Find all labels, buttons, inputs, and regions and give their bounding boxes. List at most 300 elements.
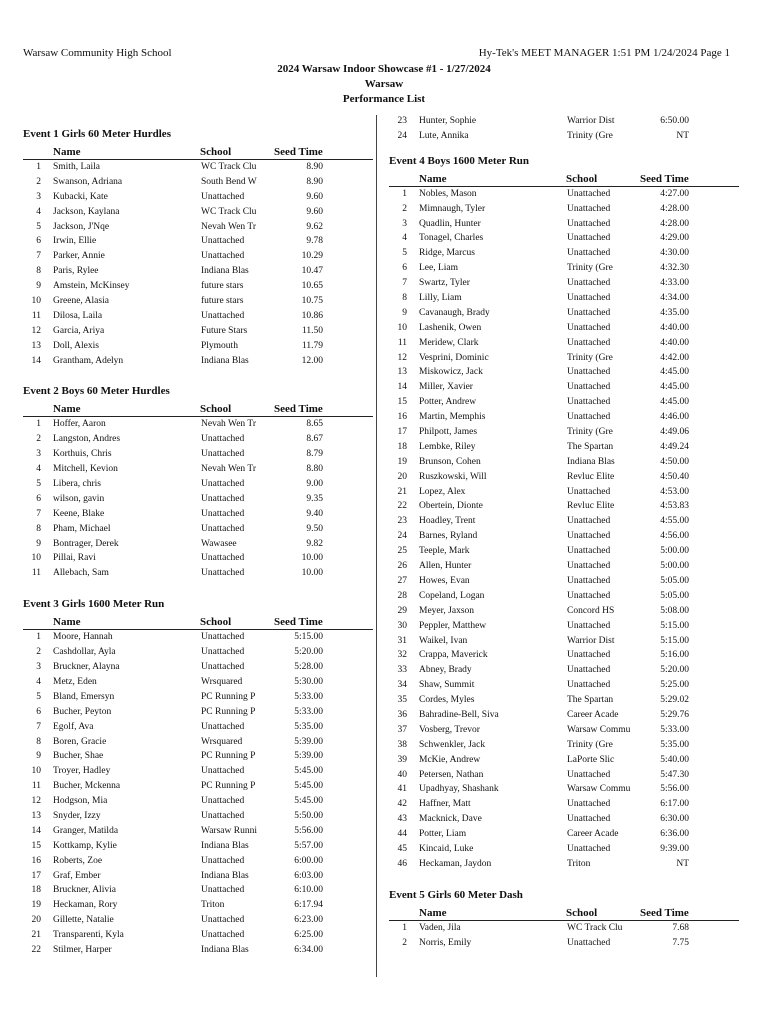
place-cell: 1 bbox=[36, 162, 41, 172]
school-name: Unattached bbox=[201, 810, 245, 821]
athlete-name: Bucher, Mckenna bbox=[53, 781, 121, 792]
seed-time: 4:28.00 bbox=[660, 203, 689, 214]
result-row bbox=[23, 294, 373, 309]
place-cell: 4 bbox=[36, 206, 41, 217]
athlete-name: Lilly, Liam bbox=[419, 293, 462, 304]
athlete-name: Bruckner, Alivia bbox=[53, 885, 116, 896]
result-row bbox=[23, 477, 373, 492]
school-name: Unattached bbox=[567, 322, 611, 333]
seed-time: 4:45.00 bbox=[660, 367, 689, 378]
school-name: Revluc Elite bbox=[567, 471, 615, 482]
place-cell: 6 bbox=[36, 236, 41, 247]
place-cell: 5 bbox=[36, 221, 41, 232]
place-cell: 21 bbox=[397, 486, 407, 497]
seed-time-column-header: Seed Time bbox=[274, 403, 323, 416]
school-name: Indiana Blas bbox=[567, 456, 615, 467]
school-name: Wawasee bbox=[201, 538, 237, 549]
athlete-name: Copeland, Logan bbox=[419, 590, 485, 601]
athlete-name: Norris, Emily bbox=[419, 937, 472, 948]
result-row bbox=[389, 499, 739, 514]
result-row bbox=[23, 324, 373, 339]
athlete-name: Philpott, James bbox=[419, 427, 478, 438]
page-subtitle: Performance List bbox=[342, 93, 426, 105]
seed-time: 6:25.00 bbox=[294, 930, 323, 941]
school-name: Unattached bbox=[201, 662, 245, 673]
seed-time: 5:20.00 bbox=[294, 647, 323, 658]
school-name: Unattached bbox=[567, 937, 611, 948]
seed-time: 8.80 bbox=[306, 464, 323, 475]
place-cell: 12 bbox=[31, 325, 41, 336]
school-name: Unattached bbox=[567, 218, 611, 229]
meet-location: Warsaw bbox=[364, 78, 404, 90]
athlete-name: Upadhyay, Shashank bbox=[419, 784, 499, 795]
athlete-name: Brunson, Cohen bbox=[419, 456, 481, 467]
place-cell: 3 bbox=[36, 662, 41, 673]
athlete-name: Langston, Andres bbox=[53, 434, 121, 445]
result-row bbox=[389, 857, 739, 872]
result-row bbox=[23, 339, 373, 354]
name-column-header: Name bbox=[53, 403, 81, 416]
place-cell: 19 bbox=[397, 456, 407, 467]
result-row bbox=[389, 812, 739, 827]
result-row bbox=[389, 619, 739, 634]
athlete-name: Troyer, Hadley bbox=[53, 766, 111, 777]
seed-time: 5:45.00 bbox=[294, 781, 323, 792]
place-cell: 19 bbox=[31, 900, 41, 911]
result-row bbox=[389, 365, 739, 380]
seed-time: 9.00 bbox=[306, 479, 323, 490]
athlete-name: Dilosa, Laila bbox=[53, 310, 103, 321]
seed-time: 5:35.00 bbox=[660, 739, 689, 750]
place-cell: 18 bbox=[397, 441, 407, 452]
athlete-name: Teeple, Mark bbox=[419, 546, 470, 557]
school-name: Unattached bbox=[201, 191, 245, 202]
school-name: Unattached bbox=[567, 650, 611, 661]
seed-time: 4:49.24 bbox=[660, 441, 689, 452]
school-name: Unattached bbox=[567, 769, 611, 780]
result-row bbox=[389, 648, 739, 663]
place-cell: 4 bbox=[402, 233, 407, 244]
seed-time: 6:30.00 bbox=[660, 814, 689, 825]
athlete-name: Obertein, Dionte bbox=[419, 501, 483, 512]
result-row bbox=[23, 869, 373, 884]
school-name: Wrsquared bbox=[201, 736, 243, 747]
athlete-name: Petersen, Nathan bbox=[419, 769, 484, 780]
seed-time: 4:27.00 bbox=[660, 188, 689, 199]
result-row bbox=[23, 735, 373, 750]
result-row bbox=[23, 690, 373, 705]
result-row bbox=[23, 764, 373, 779]
athlete-name: Meridew, Clark bbox=[419, 337, 479, 348]
seed-time: 5:33.00 bbox=[660, 724, 689, 735]
school-name: Unattached bbox=[567, 367, 611, 378]
seed-time: 4:32.30 bbox=[660, 263, 689, 274]
athlete-name: Lee, Liam bbox=[419, 263, 459, 274]
athlete-name: Bahradine-Bell, Siva bbox=[419, 709, 499, 720]
seed-time: 9.60 bbox=[306, 191, 323, 202]
school-name: Indiana Blas bbox=[201, 266, 249, 277]
place-cell: 14 bbox=[31, 825, 41, 836]
athlete-name: Vaden, Jila bbox=[419, 922, 461, 933]
place-cell: 5 bbox=[36, 691, 41, 702]
seed-time: 5:29.76 bbox=[660, 709, 689, 720]
result-row bbox=[389, 921, 739, 936]
athlete-name: Transparenti, Kyla bbox=[53, 930, 124, 941]
place-cell: 11 bbox=[31, 568, 41, 579]
column-header bbox=[23, 402, 373, 417]
athlete-name: Pillai, Ravi bbox=[53, 553, 96, 564]
seed-time: 6:50.00 bbox=[660, 116, 689, 126]
athlete-name: Meyer, Jaxson bbox=[419, 605, 475, 616]
place-cell: 18 bbox=[31, 885, 41, 896]
school-name: Career Acade bbox=[567, 709, 619, 720]
school-name: Unattached bbox=[567, 843, 611, 854]
place-cell: 1 bbox=[36, 419, 41, 430]
school-name: Unattached bbox=[201, 434, 245, 445]
athlete-name: Mimnaugh, Tyler bbox=[419, 203, 486, 214]
place-cell: 37 bbox=[397, 724, 407, 735]
result-row bbox=[389, 678, 739, 693]
school-name: Future Stars bbox=[201, 325, 248, 336]
athlete-name: Cordes, Myles bbox=[419, 695, 475, 706]
place-cell: 46 bbox=[397, 858, 407, 869]
place-cell: 23 bbox=[397, 516, 407, 527]
athlete-name: Abney, Brady bbox=[419, 665, 472, 676]
athlete-name: Bruckner, Alayna bbox=[53, 662, 120, 673]
result-row bbox=[23, 309, 373, 324]
athlete-name: Waikel, Ivan bbox=[419, 635, 468, 646]
seed-time-column-header: Seed Time bbox=[640, 172, 689, 185]
result-row bbox=[389, 693, 739, 708]
seed-time: 5:56.00 bbox=[294, 825, 323, 836]
athlete-name: Haffner, Matt bbox=[419, 799, 471, 810]
seed-time: 5:47.30 bbox=[660, 769, 689, 780]
athlete-name: Kincaid, Luke bbox=[419, 843, 474, 854]
athlete-name: Hunter, Sophie bbox=[419, 116, 477, 126]
seed-time: 4:42.00 bbox=[660, 352, 689, 363]
athlete-name: Moore, Hannah bbox=[53, 632, 113, 643]
place-cell: 13 bbox=[31, 810, 41, 821]
athlete-name: Hoffer, Aaron bbox=[53, 419, 106, 430]
school-name: Indiana Blas bbox=[201, 355, 249, 366]
place-cell: 14 bbox=[397, 382, 407, 393]
athlete-name: Quadlin, Hunter bbox=[419, 218, 481, 229]
result-row bbox=[389, 336, 739, 351]
school-name: Unattached bbox=[567, 620, 611, 631]
athlete-name: Vosberg, Trevor bbox=[419, 724, 480, 735]
right-column bbox=[389, 114, 739, 951]
athlete-name: Bontrager, Derek bbox=[53, 538, 119, 549]
result-row bbox=[23, 720, 373, 735]
seed-time: 4:53.83 bbox=[660, 501, 689, 512]
place-cell: 24 bbox=[397, 130, 407, 141]
athlete-name: Paris, Rylee bbox=[53, 266, 99, 277]
place-cell: 6 bbox=[402, 263, 407, 274]
column-header bbox=[389, 172, 739, 187]
seed-time: 6:00.00 bbox=[294, 855, 323, 866]
school-name: Unattached bbox=[567, 546, 611, 557]
place-cell: 3 bbox=[402, 218, 407, 229]
result-row bbox=[23, 551, 373, 566]
name-column-header: Name bbox=[53, 146, 81, 158]
athlete-name: Nobles, Mason bbox=[419, 188, 477, 199]
result-row bbox=[23, 660, 373, 675]
place-cell: 6 bbox=[36, 493, 41, 504]
school-name: Unattached bbox=[567, 293, 611, 304]
athlete-name: Greene, Alasia bbox=[53, 296, 109, 307]
result-row bbox=[23, 566, 373, 581]
athlete-name: Schwenkler, Jack bbox=[419, 739, 486, 750]
place-cell: 5 bbox=[36, 479, 41, 490]
result-row bbox=[23, 928, 373, 943]
seed-time: 7.75 bbox=[672, 937, 689, 948]
event-title: Event 5 Girls 60 Meter Dash bbox=[389, 888, 523, 901]
athlete-name: Swanson, Adriana bbox=[53, 176, 123, 187]
seed-time: 4:46.00 bbox=[660, 412, 689, 423]
place-cell: 15 bbox=[397, 397, 407, 408]
column-header bbox=[389, 906, 739, 921]
athlete-name: Lopez, Alex bbox=[419, 486, 466, 497]
place-cell: 10 bbox=[397, 322, 407, 333]
seed-time: 4:55.00 bbox=[660, 516, 689, 527]
athlete-name: Bland, Emersyn bbox=[53, 691, 115, 702]
seed-time: 4:30.00 bbox=[660, 248, 689, 259]
school-name: WC Track Clu bbox=[567, 922, 623, 933]
place-cell: 16 bbox=[31, 855, 41, 866]
result-row bbox=[23, 234, 373, 249]
result-row bbox=[389, 231, 739, 246]
school-name: Unattached bbox=[567, 531, 611, 542]
place-cell: 17 bbox=[31, 870, 41, 881]
school-name: Unattached bbox=[201, 449, 245, 460]
seed-time: 9:39.00 bbox=[660, 843, 689, 854]
seed-time: 11.50 bbox=[301, 325, 323, 336]
place-cell: 2 bbox=[36, 176, 41, 187]
seed-time: 9.40 bbox=[306, 508, 323, 519]
meet-manager-header: Hy-Tek's MEET MANAGER 1:51 PM 1/24/2024 Page 1 bbox=[478, 47, 730, 59]
athlete-name: Bucher, Shae bbox=[53, 751, 104, 762]
column-header bbox=[23, 615, 373, 630]
column-divider bbox=[376, 115, 377, 977]
name-column-header: Name bbox=[419, 172, 447, 185]
result-row bbox=[389, 842, 739, 857]
result-row bbox=[23, 507, 373, 522]
seed-time: 8.65 bbox=[306, 419, 323, 430]
place-cell: 24 bbox=[397, 531, 407, 542]
seed-time: 10.00 bbox=[301, 553, 323, 564]
result-row bbox=[389, 455, 739, 470]
seed-time: 4:34.00 bbox=[660, 293, 689, 304]
place-cell: 41 bbox=[397, 784, 407, 795]
result-row bbox=[389, 827, 739, 842]
athlete-name: Ruszkowski, Will bbox=[419, 471, 487, 482]
title-block bbox=[0, 62, 768, 107]
seed-time: 5:00.00 bbox=[660, 561, 689, 572]
athlete-name: Crappa, Maverick bbox=[419, 650, 488, 661]
athlete-name: Peppler, Matthew bbox=[419, 620, 487, 631]
athlete-name: Pham, Michael bbox=[53, 523, 111, 534]
school-name: Unattached bbox=[567, 575, 611, 586]
place-cell: 44 bbox=[397, 829, 407, 840]
result-row bbox=[389, 202, 739, 217]
athlete-name: Garcia, Ariya bbox=[53, 325, 105, 336]
result-row bbox=[23, 205, 373, 220]
seed-time: NT bbox=[676, 130, 689, 141]
athlete-name: Allebach, Sam bbox=[53, 568, 109, 579]
result-row bbox=[23, 522, 373, 537]
result-row bbox=[389, 321, 739, 336]
event-title: Event 2 Boys 60 Meter Hurdles bbox=[23, 385, 170, 398]
place-cell: 1 bbox=[402, 922, 407, 933]
seed-time: 5:29.02 bbox=[660, 695, 689, 706]
result-row bbox=[23, 354, 373, 369]
seed-time: 6:10.00 bbox=[294, 885, 323, 896]
seed-time-column-header: Seed Time bbox=[274, 616, 323, 629]
school-name: Unattached bbox=[567, 307, 611, 318]
result-row bbox=[389, 708, 739, 723]
athlete-name: Barnes, Ryland bbox=[419, 531, 478, 542]
seed-time: 6:23.00 bbox=[294, 915, 323, 926]
seed-time: 5:39.00 bbox=[294, 751, 323, 762]
seed-time: 5:57.00 bbox=[294, 840, 323, 851]
place-cell: 7 bbox=[36, 508, 41, 519]
place-cell: 39 bbox=[397, 754, 407, 765]
result-row bbox=[23, 447, 373, 462]
school-name: Triton bbox=[201, 900, 225, 911]
seed-time: 9.62 bbox=[306, 221, 323, 232]
athlete-name: Tonagel, Charles bbox=[419, 233, 484, 244]
place-cell: 2 bbox=[402, 203, 407, 214]
seed-time: 5:05.00 bbox=[660, 590, 689, 601]
seed-time: 4:50.00 bbox=[660, 456, 689, 467]
result-row bbox=[23, 160, 373, 175]
seed-time: 10.00 bbox=[301, 568, 323, 579]
seed-time-column-header: Seed Time bbox=[640, 906, 689, 919]
seed-time: 5:45.00 bbox=[294, 796, 323, 807]
school-column-header: School bbox=[200, 403, 232, 416]
result-row bbox=[389, 574, 739, 589]
seed-time: 6:03.00 bbox=[294, 870, 323, 881]
athlete-name: Bucher, Peyton bbox=[53, 706, 112, 717]
result-row bbox=[389, 261, 739, 276]
seed-time: 5:15.00 bbox=[660, 635, 689, 646]
school-name: Warsaw Commu bbox=[567, 724, 631, 735]
result-row bbox=[389, 723, 739, 738]
athlete-name: Kubacki, Kate bbox=[53, 191, 108, 202]
athlete-name: Hoadley, Trent bbox=[419, 516, 476, 527]
place-cell: 36 bbox=[397, 709, 407, 720]
seed-time: 4:40.00 bbox=[660, 337, 689, 348]
place-cell: 11 bbox=[31, 310, 41, 321]
school-name: Concord HS bbox=[567, 605, 615, 616]
athlete-name: Cashdollar, Ayla bbox=[53, 647, 116, 658]
school-name: PC Running P bbox=[201, 751, 256, 762]
result-row bbox=[389, 351, 739, 366]
place-cell: 8 bbox=[36, 266, 41, 277]
place-cell: 2 bbox=[36, 647, 41, 658]
athlete-name: Lashenik, Owen bbox=[419, 322, 482, 333]
result-row bbox=[389, 246, 739, 261]
school-column-header: School bbox=[566, 906, 598, 919]
result-row bbox=[23, 824, 373, 839]
school-name: Unattached bbox=[567, 561, 611, 572]
school-name: Unattached bbox=[201, 796, 245, 807]
seed-time: 5:25.00 bbox=[660, 680, 689, 691]
seed-time: 5:35.00 bbox=[294, 721, 323, 732]
school-column-header: School bbox=[200, 146, 232, 158]
seed-time: 8.90 bbox=[306, 176, 323, 187]
event-section bbox=[23, 384, 373, 593]
school-name: Wrsquared bbox=[201, 676, 243, 687]
result-row bbox=[389, 470, 739, 485]
school-name: Unattached bbox=[567, 516, 611, 527]
place-cell: 9 bbox=[36, 751, 41, 762]
athlete-name: Graf, Ember bbox=[53, 870, 101, 881]
place-cell: 10 bbox=[31, 296, 41, 307]
school-name: Unattached bbox=[201, 915, 245, 926]
school-name: Trinity (Gre bbox=[567, 427, 613, 438]
athlete-name: Heckaman, Rory bbox=[53, 900, 118, 911]
school-name: Unattached bbox=[201, 766, 245, 777]
athlete-name: Jackson, Kaylana bbox=[53, 206, 120, 217]
place-cell: 8 bbox=[402, 293, 407, 304]
place-cell: 11 bbox=[31, 781, 41, 792]
place-cell: 10 bbox=[31, 766, 41, 777]
school-name: Unattached bbox=[201, 721, 245, 732]
result-row bbox=[23, 854, 373, 869]
result-row bbox=[389, 634, 739, 649]
place-cell: 45 bbox=[397, 843, 407, 854]
column-header bbox=[23, 145, 373, 160]
place-cell: 4 bbox=[36, 676, 41, 687]
result-row bbox=[389, 440, 739, 455]
result-row bbox=[23, 432, 373, 447]
place-cell: 16 bbox=[397, 412, 407, 423]
result-row bbox=[23, 249, 373, 264]
athlete-name: Lute, Annika bbox=[419, 130, 469, 141]
result-row bbox=[23, 462, 373, 477]
school-name: Revluc Elite bbox=[567, 501, 615, 512]
athlete-name: Kottkamp, Kylie bbox=[53, 840, 117, 851]
place-cell: 7 bbox=[402, 278, 407, 289]
meet-title: 2024 Warsaw Indoor Showcase #1 - 1/27/2024 bbox=[277, 63, 491, 75]
place-cell: 7 bbox=[36, 251, 41, 262]
place-cell: 21 bbox=[31, 930, 41, 941]
school-name: PC Running P bbox=[201, 781, 256, 792]
place-cell: 12 bbox=[31, 796, 41, 807]
result-row bbox=[23, 417, 373, 432]
school-name: Indiana Blas bbox=[201, 840, 249, 851]
school-name: Triton bbox=[567, 858, 591, 869]
seed-time: 9.78 bbox=[306, 236, 323, 247]
left-column bbox=[23, 123, 373, 958]
school-name: Unattached bbox=[201, 632, 245, 643]
seed-time: 4:53.00 bbox=[660, 486, 689, 497]
result-row bbox=[389, 936, 739, 951]
result-row bbox=[389, 782, 739, 797]
seed-time: 8.67 bbox=[306, 434, 323, 445]
result-row bbox=[389, 129, 739, 144]
result-row bbox=[389, 217, 739, 232]
athlete-name: Amstein, McKinsey bbox=[53, 281, 130, 292]
result-row bbox=[389, 425, 739, 440]
seed-time: 4:45.00 bbox=[660, 382, 689, 393]
result-row bbox=[23, 175, 373, 190]
athlete-name: Allen, Hunter bbox=[419, 561, 472, 572]
event-section bbox=[389, 154, 739, 884]
school-column-header: School bbox=[200, 616, 232, 629]
school-name: Unattached bbox=[567, 412, 611, 423]
